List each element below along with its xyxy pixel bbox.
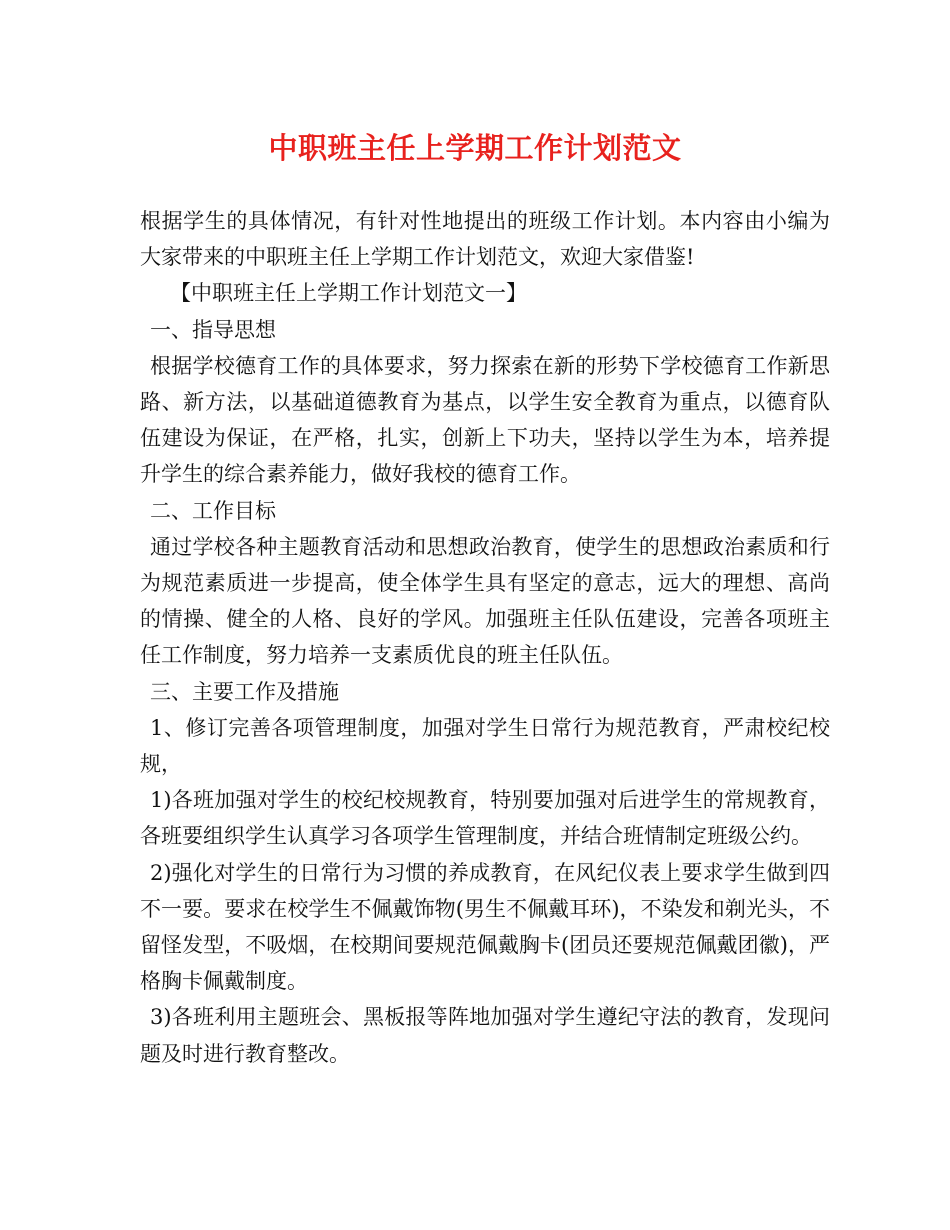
section-heading-work-goals: 二、工作目标	[150, 498, 276, 523]
list-item-1-3: 3)各班利用主题班会、黑板报等阵地加强对学生遵纪守法的教育，发现问题及时进行教育整改。	[140, 1005, 830, 1066]
list-item-1: 1、修订完善各项管理制度，加强对学生日常行为规范教育，严肃校纪校规，	[140, 715, 830, 777]
document-body	[140, 203, 830, 1072]
section-heading-guiding-thought: 一、指导思想	[150, 317, 276, 342]
list-item-1-1: 1)各班加强对学生的校纪校规教育，特别要加强对后进学生的常规教育，各班要组织学生认真学习各项学生管理制度，并结合班情制定班级公约。	[140, 788, 830, 849]
list-item-1-2: 2)强化对学生的日常行为习惯的养成教育，在风纪仪表上要求学生做到四不一要。要求在校学生不佩戴饰物(男生不佩戴耳环)，不染发和剃光头，不留怪发型，不吸烟，在校期间要规范佩戴胸卡(团员还要规范佩戴团徽)，严格胸卡佩戴制度。	[140, 860, 830, 994]
intro-paragraph: 根据学生的具体情况，有针对性地提出的班级工作计划。本内容由小编为大家带来的中职班主任上学期工作计划范文，欢迎大家借鉴!	[140, 209, 830, 270]
section-heading-main-work: 三、主要工作及措施	[150, 679, 339, 704]
sub-title: 【中职班主任上学期工作计划范文一】	[170, 281, 527, 306]
document-title: 中职班主任上学期工作计划范文	[268, 131, 682, 165]
section-body-guiding-thought: 根据学校德育工作的具体要求，努力探索在新的形势下学校德育工作新思路、新方法，以基础道德教育为基点，以学生安全教育为重点，以德育队伍建设为保证，在严格，扎实，创新上下功夫，坚持以学生为本，培养提升学生的综合素养能力，做好我校的德育工作。	[140, 353, 830, 487]
section-body-work-goals: 通过学校各种主题教育活动和思想政治教育，使学生的思想政治素质和行为规范素质进一步提高，使全体学生具有坚定的意志，远大的理想、高尚的情操、健全的人格、良好的学风。加强班主任队伍建设，完善各项班主任工作制度，努力培养一支素质优良的班主任队伍。	[140, 534, 830, 668]
